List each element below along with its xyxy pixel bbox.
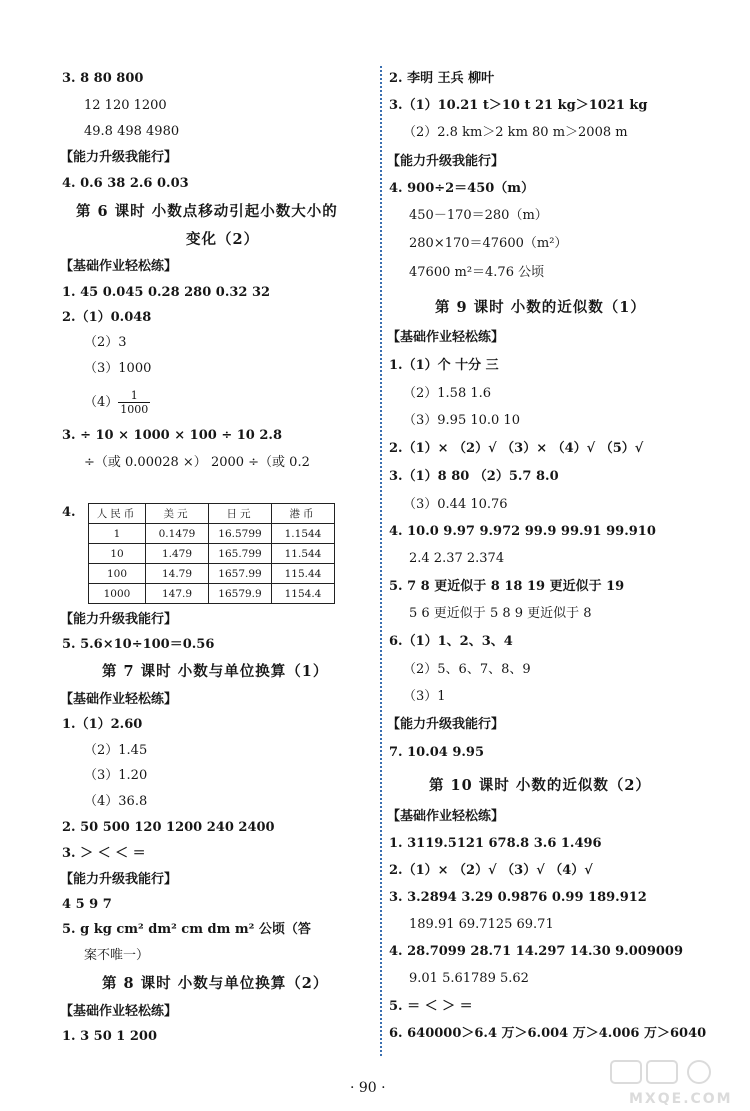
answer-line: 2.（1）0.048 xyxy=(62,310,152,325)
answer-line: （2）3 xyxy=(84,335,127,350)
table-cell: 1.1544 xyxy=(272,524,335,544)
answer-line: 3. ＞ ＜ ＜ ＝ xyxy=(62,846,146,861)
fraction-numerator: 1 xyxy=(118,389,150,403)
page-number: · 90 · xyxy=(350,1080,386,1096)
answer-line: 4. 10.0 9.97 9.972 99.9 99.91 99.910 xyxy=(389,524,656,539)
section-tag: 【能力升级我能行】 xyxy=(387,154,505,169)
answer-line: 5. 7 8 更近似于 8 18 19 更近似于 19 xyxy=(389,579,625,594)
lesson-heading: 第 9 课时 小数的近似数（1） xyxy=(435,299,646,316)
section-tag: 【能力升级我能行】 xyxy=(60,872,178,887)
table-cell: 0.1479 xyxy=(146,524,209,544)
lesson-heading: 第 6 课时 小数点移动引起小数大小的 xyxy=(76,203,338,220)
section-tag: 【能力升级我能行】 xyxy=(387,717,505,732)
answer-line: 450－170＝280（m） xyxy=(409,208,548,223)
table-cell: 147.9 xyxy=(146,584,209,604)
answer-line: （3）1 xyxy=(403,689,446,704)
answer-line: 1. 3119.5121 678.8 3.6 1.496 xyxy=(389,836,602,851)
answer-line: 2.（1）× （2）√ （3）√ （4）√ xyxy=(389,863,593,878)
table-header-cell: 日元 xyxy=(209,504,272,524)
fraction xyxy=(118,389,150,416)
table-header-cell: 人民币 xyxy=(89,504,146,524)
answer-line: 1. 3 50 1 200 xyxy=(62,1029,157,1044)
answer-line: （3）9.95 10.0 10 xyxy=(403,413,520,428)
lesson-heading: 第 8 课时 小数与单位换算（2） xyxy=(102,975,329,992)
answer-line: 1.（1）2.60 xyxy=(62,717,143,732)
table-cell: 100 xyxy=(89,564,146,584)
answer-line: 5. ＝ ＜ ＞ ＝ xyxy=(389,999,473,1014)
answer-line: （2）1.45 xyxy=(84,743,148,758)
answer-line: 3. 8 80 800 xyxy=(62,71,144,86)
table-cell: 10 xyxy=(89,544,146,564)
answer-line: 12 120 1200 xyxy=(84,98,167,113)
answer-line: （3）1.20 xyxy=(84,768,148,783)
answer-line: 7. 10.04 9.95 xyxy=(389,745,484,760)
answer-line: 2.（1）× （2）√ （3）× （4）√ （5）√ xyxy=(389,441,644,456)
answer-line: （2）2.8 km＞2 km 80 m＞2008 m xyxy=(403,125,628,140)
table-header-cell: 港币 xyxy=(272,504,335,524)
answer-line: 47600 m²＝4.76 公顷 xyxy=(409,265,545,280)
answer-line: 1.（1）个 十分 三 xyxy=(389,358,499,373)
watermark-logo xyxy=(607,1057,741,1107)
answer-line: 280×170＝47600（m²） xyxy=(409,236,568,251)
answer-line: 1. 45 0.045 0.28 280 0.32 32 xyxy=(62,285,271,300)
answer-line: （3）1000 xyxy=(84,361,152,376)
table-cell: 16579.9 xyxy=(209,584,272,604)
table-cell: 1154.4 xyxy=(272,584,335,604)
answer-line: ÷（或 0.00028 ×） 2000 ÷（或 0.2 xyxy=(84,455,310,470)
table-header-row xyxy=(89,504,335,524)
answer-line: 49.8 498 4980 xyxy=(84,124,180,139)
answer-line xyxy=(84,386,150,420)
table-cell: 16.5799 xyxy=(209,524,272,544)
table-cell: 115.44 xyxy=(272,564,335,584)
answer-line: 3. ÷ 10 × 1000 × 100 ÷ 10 2.8 xyxy=(62,428,282,443)
answer-line: 2.4 2.37 2.374 xyxy=(409,551,505,566)
answer-line: 6.（1）1、2、3、4 xyxy=(389,634,513,649)
answer-line: 4. 28.7099 28.71 14.297 14.30 9.009009 xyxy=(389,944,684,959)
section-tag: 【能力升级我能行】 xyxy=(60,150,178,165)
answer-line: （2）5、6、7、8、9 xyxy=(403,662,531,677)
answer-line: （4）36.8 xyxy=(84,794,148,809)
answer-prefix: （4） xyxy=(84,395,119,410)
answer-line: 2. 50 500 120 1200 240 2400 xyxy=(62,820,275,835)
answer-line: 6. 640000＞6.4 万＞6.004 万＞4.006 万＞6040 xyxy=(389,1026,707,1041)
table-cell: 1 xyxy=(89,524,146,544)
answer-line: 3.（1）10.21 t＞10 t 21 kg＞1021 kg xyxy=(389,98,648,113)
answer-line: 4. xyxy=(62,505,76,520)
table-cell: 11.544 xyxy=(272,544,335,564)
answer-line: 3. 3.2894 3.29 0.9876 0.99 189.912 xyxy=(389,890,647,905)
table-cell: 14.79 xyxy=(146,564,209,584)
answer-line: 5. 5.6×10÷100＝0.56 xyxy=(62,637,215,652)
table-row xyxy=(89,544,335,564)
section-tag: 【基础作业轻松练】 xyxy=(387,330,505,345)
svg-text:MXQE.COM: MXQE.COM xyxy=(629,1091,733,1107)
fraction-denominator: 1000 xyxy=(120,403,149,416)
answer-line: 9.01 5.61789 5.62 xyxy=(409,971,529,986)
table-row xyxy=(89,564,335,584)
answer-line: 4 5 9 7 xyxy=(62,897,112,912)
section-tag: 【基础作业轻松练】 xyxy=(387,809,505,824)
answer-line: 3.（1）8 80 （2）5.7 8.0 xyxy=(389,469,559,484)
table-header-cell: 美元 xyxy=(146,504,209,524)
answer-line: 189.91 69.7125 69.71 xyxy=(409,917,554,932)
answer-line: 5 6 更近似于 5 8 9 更近似于 8 xyxy=(409,606,592,621)
lesson-heading: 第 7 课时 小数与单位换算（1） xyxy=(102,663,329,680)
table-cell: 1000 xyxy=(89,584,146,604)
answer-line: 4. 0.6 38 2.6 0.03 xyxy=(62,176,189,191)
table-cell: 165.799 xyxy=(209,544,272,564)
section-tag: 【基础作业轻松练】 xyxy=(60,1004,178,1019)
answer-line: 2. 李明 王兵 柳叶 xyxy=(389,71,495,86)
answer-line: （3）0.44 10.76 xyxy=(403,497,508,512)
column-divider xyxy=(380,66,382,1056)
lesson-heading: 变化（2） xyxy=(186,231,260,248)
section-tag: 【能力升级我能行】 xyxy=(60,612,178,627)
table-cell: 1657.99 xyxy=(209,564,272,584)
lesson-heading: 第 10 课时 小数的近似数（2） xyxy=(429,777,651,794)
table-row xyxy=(89,584,335,604)
section-tag: 【基础作业轻松练】 xyxy=(60,692,178,707)
currency-table xyxy=(88,503,335,604)
table-cell: 1.479 xyxy=(146,544,209,564)
answer-line: （2）1.58 1.6 xyxy=(403,386,492,401)
answer-line: 4. 900÷2＝450（m） xyxy=(389,181,535,196)
section-tag: 【基础作业轻松练】 xyxy=(60,259,178,274)
answer-line: 案不唯一） xyxy=(84,948,150,963)
table-row xyxy=(89,524,335,544)
answer-line: 5. g kg cm² dm² cm dm m² 公顷（答 xyxy=(62,922,311,937)
